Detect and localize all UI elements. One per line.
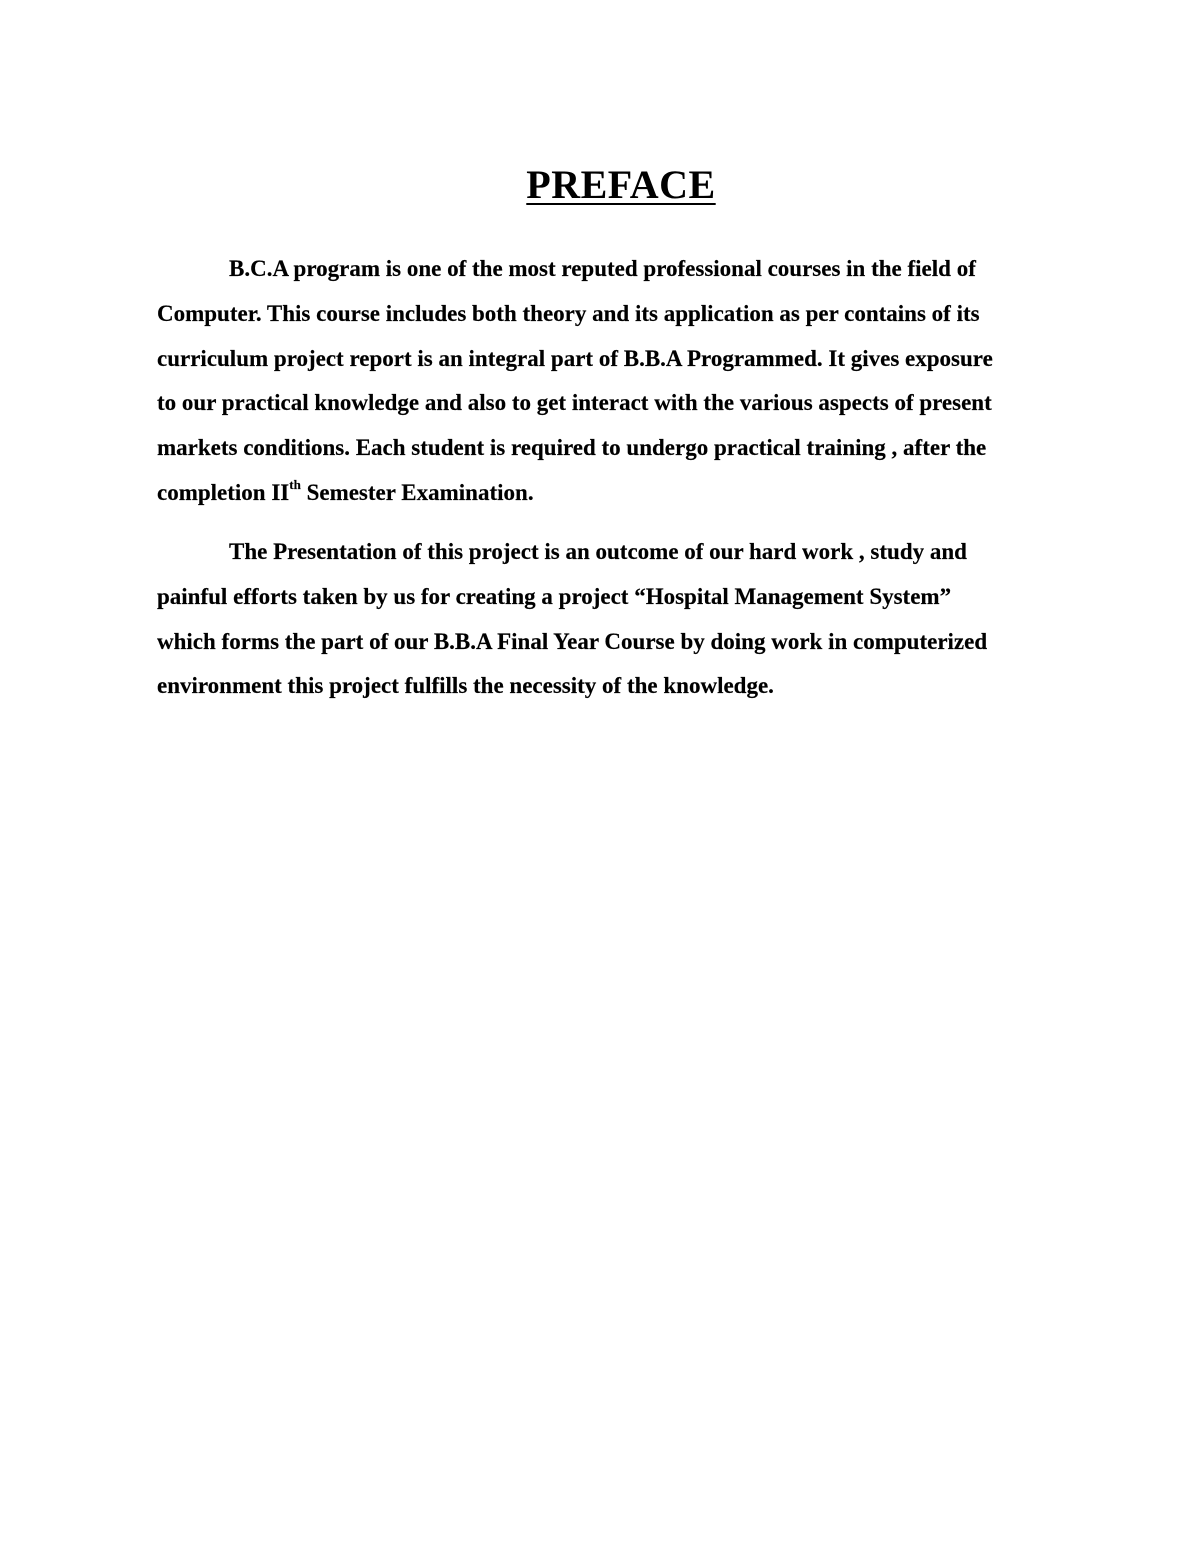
paragraph-line: B.C.A program is one of the most reputed professional courses in the field of — [229, 256, 976, 281]
paragraph-line: which forms the part of our B.B.A Final Year Course by doing work in computerized — [157, 628, 988, 654]
paragraph-line: markets conditions. Each student is required to undergo practical training , after the — [157, 435, 987, 461]
paragraph-line: curriculum project report is an integral part of B.B.A Programmed. It gives exposure — [157, 345, 993, 371]
page-title: PREFACE — [526, 162, 716, 207]
line-text: completion II — [157, 479, 290, 505]
paragraph-line: environment this project fulfills the necessity of the knowledge. — [157, 673, 774, 699]
ordinal-superscript: th — [289, 477, 301, 493]
paragraph-line: The Presentation of this project is an outcome of our hard work , study and — [229, 539, 967, 564]
paragraph-line: painful efforts taken by us for creating a project “Hospital Management System” — [157, 583, 952, 609]
paragraph-line: to our practical knowledge and also to get interact with the various aspects of present — [157, 390, 992, 416]
line-text: Semester Examination. — [300, 479, 534, 505]
paragraph-line — [157, 471, 1037, 516]
preface-paragraph-2 — [157, 530, 1037, 709]
paragraph-line: Computer. This course includes both theory and its application as per contains of its — [157, 300, 980, 326]
preface-paragraph-1 — [157, 247, 1037, 516]
